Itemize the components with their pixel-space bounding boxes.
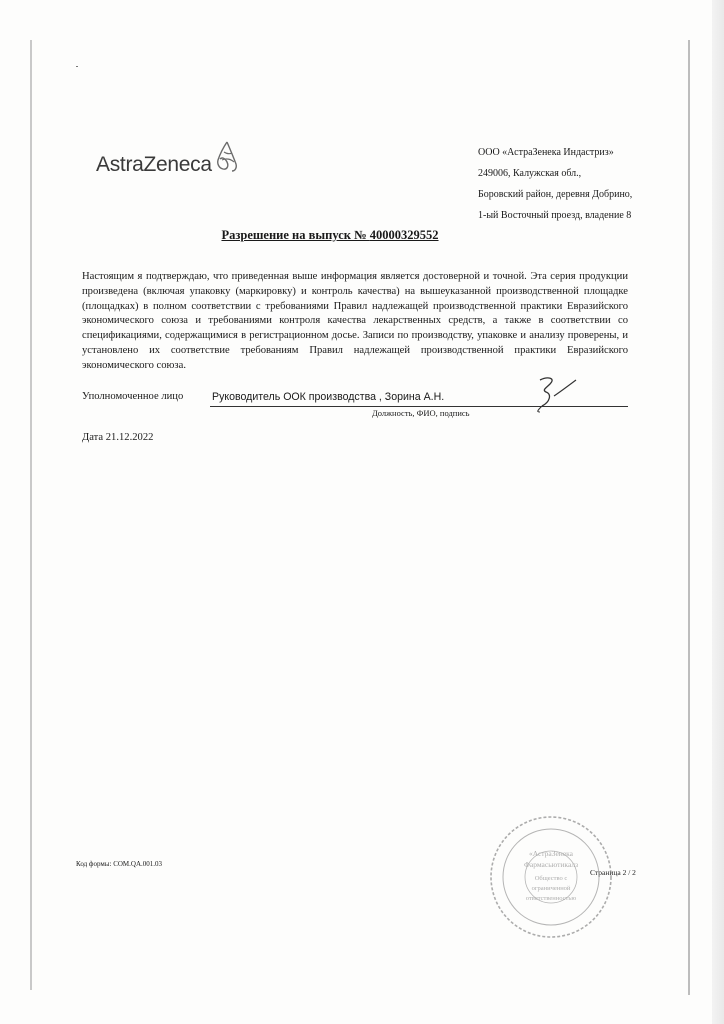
company-address [478,142,632,226]
scan-margin-right [712,0,724,1024]
signature-icon [528,372,588,421]
astrazeneca-mark-icon [214,140,240,179]
page-number: Страница 2 / 2 [590,868,636,877]
svg-text:«АстраЗенека: «АстраЗенека [528,849,574,858]
company-address-line: 1-ый Восточный проезд, владение 8 [478,210,632,221]
release-number: 40000329552 [369,228,439,242]
scan-edge-left [30,40,32,990]
signature-caption: Должность, ФИО, подпись [372,408,470,418]
scan-speck [76,66,78,67]
form-code: Код формы: COM.QA.001.03 [76,860,162,868]
svg-text:ответственностью: ответственностью [525,895,577,902]
document-title [0,228,660,243]
signatory-value: Руководитель ООК производства , Зорина А.Н. [212,391,445,403]
company-address-line: 249006, Калужская обл., [478,168,582,179]
scan-edge-right [688,40,690,995]
company-logo [96,150,240,179]
svg-text:Общество с: Общество с [534,875,568,882]
document-body: Настоящим я подтверждаю, что приведенная выше информация является достоверной и точной. Эта серия продукции произведена (включая упаковку (маркировку) и контроль качества) на вышеуказанной производственной площадке (площадках) в полном соответствии с требованиями Правил надлежащей производственной практики Евразийского экономического союза и требованиями контроля качества лекарственных средств, а также в соответствии со спецификациями, содержащимися в регистрационном досье. Записи по производству, упаковке и анализу проверены, и установлено их соответствие требованиям Правил надлежащей производственной практики Евразийского экономического союза. [82,271,628,371]
company-address-line: Боровский район, деревня Добрино, [478,189,633,200]
svg-text:ограниченной: ограниченной [531,885,571,892]
document-date: Дата 21.12.2022 [82,432,154,443]
company-name: ООО «АстраЗенека Индастриз» [478,147,614,158]
logo-text: AstraZeneca [96,152,212,176]
stamp-icon [486,812,616,947]
signatory-label: Уполномоченное лицо [82,391,184,402]
svg-text:Фармасьютикалз: Фармасьютикалз [523,860,579,869]
title-prefix: Разрешение на выпуск № [221,228,370,242]
